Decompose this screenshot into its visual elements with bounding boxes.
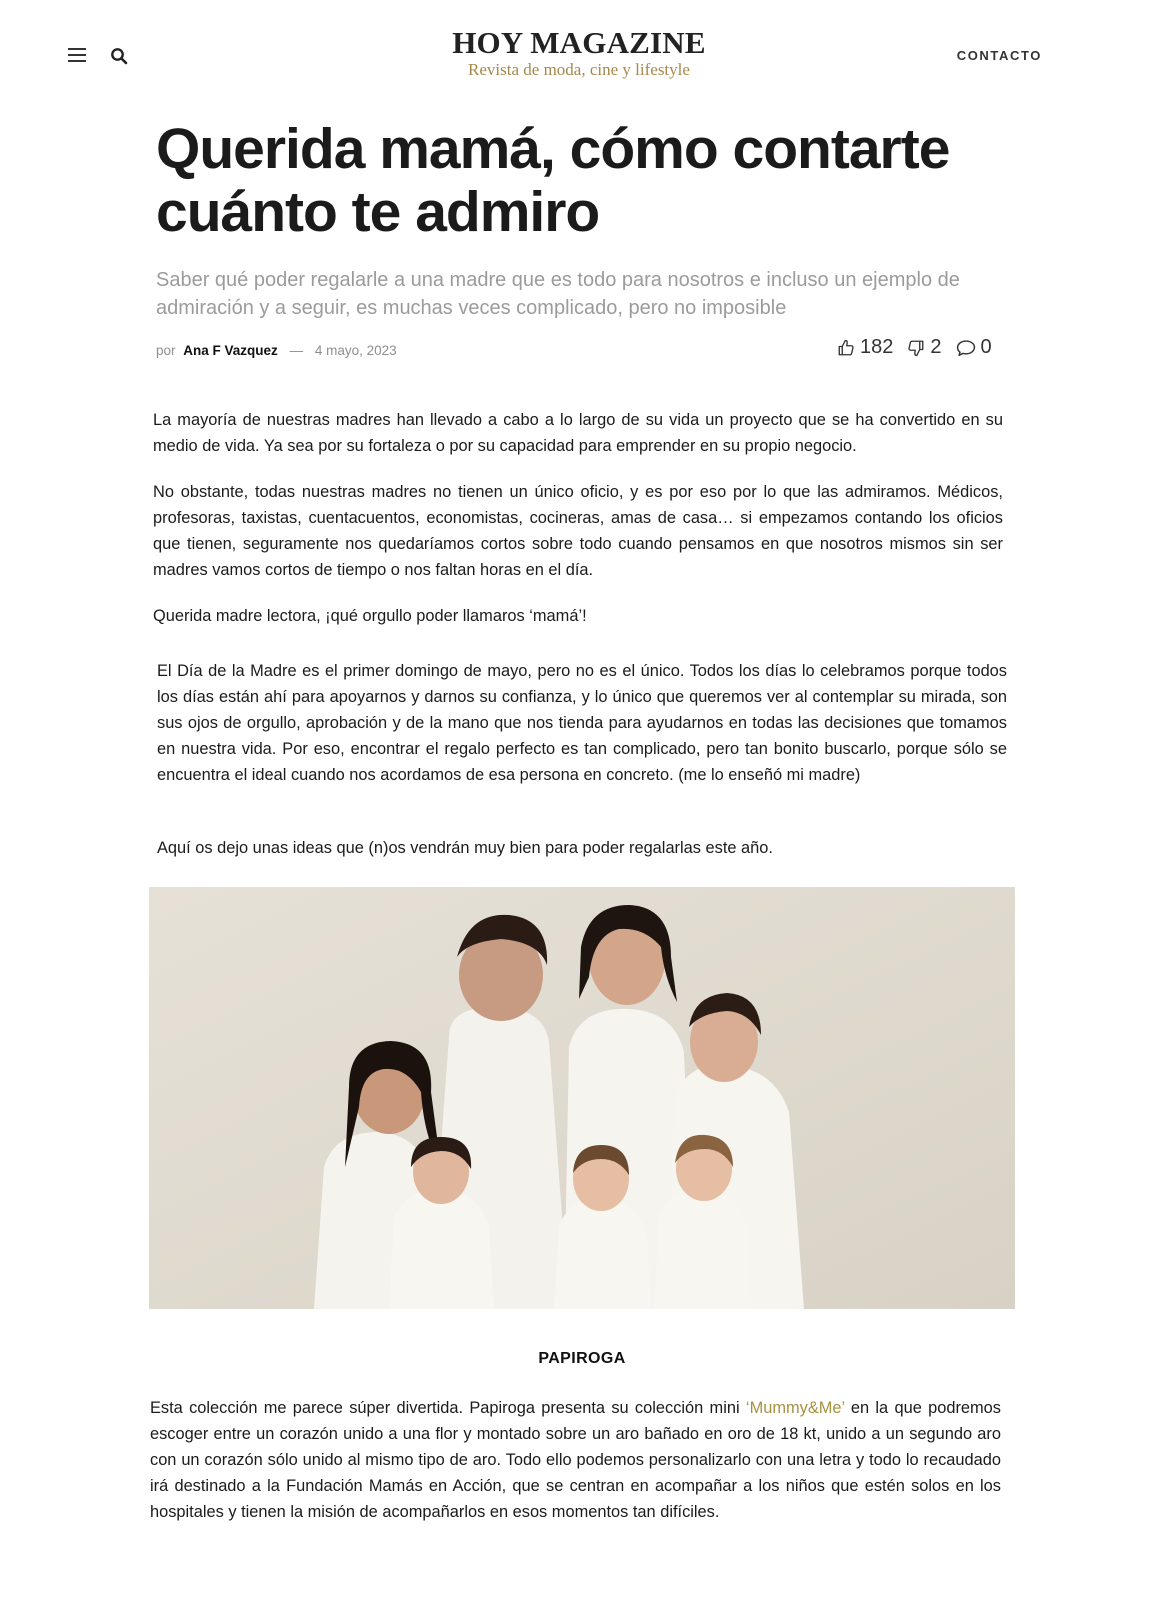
comment-count: 0: [980, 336, 992, 358]
article-photo: [149, 887, 1015, 1309]
logo-title: HOY MAGAZINE: [452, 25, 706, 60]
paragraph: Querida madre lectora, ¡qué orgullo poder llamaros ‘mamá’!: [153, 607, 587, 625]
section-text-before-link: Esta colección me parece súper divertida. Papiroga presenta su colección mini: [150, 1399, 746, 1417]
like-button[interactable]: [837, 336, 893, 359]
logo-subtitle: Revista de moda, cine y lifestyle: [468, 60, 690, 79]
family-photo-illustration: [149, 887, 1015, 1309]
paragraph: Aquí os dejo unas ideas que (n)os vendrán muy bien para poder regalarlas este año.: [157, 839, 773, 857]
site-logo[interactable]: [379, 26, 779, 80]
hamburger-menu-icon[interactable]: [68, 48, 86, 62]
paragraph: No obstante, todas nuestras madres no tienen un único oficio, y es por eso por lo que las admiramos. Médicos, profesoras, taxistas, cuentacuentos, economistas, cocineras, amas de casa… si empezamos contando los oficios que tienen, seguramente nos quedaríamos cortos sobre todo cuando pensamos en que nosotros mismos sin ser madres vamos cortos de tiempo o nos faltan horas en el día.: [153, 483, 1003, 579]
article-meta: [156, 343, 397, 358]
paragraph: El Día de la Madre es el primer domingo de mayo, pero no es el único. Todos los días lo celebramos porque todos los días están ahí para apoyarnos y darnos su confianza, y lo único que queremos ver al contemplar su mirada, son sus ojos de orgullo, aprobación y de la mano que nos tienda para ayudarnos en todas las decisiones que tomamos en nuestra vida. Por eso, encontrar el regalo perfecto es tan complicado, pero tan bonito buscarlo, porque sólo se encuentra el ideal cuando nos acordamos de esa persona en concreto. (me lo enseñó mi madre): [157, 662, 1007, 784]
section-paragraph: [150, 1395, 1001, 1525]
article-title: Querida mamá, cómo contarte cuánto te admiro: [156, 117, 950, 244]
thumbs-up-icon: [837, 339, 855, 357]
publish-date: 4 mayo, 2023: [314, 343, 397, 358]
search-icon[interactable]: [110, 47, 128, 65]
paragraph: La mayoría de nuestras madres han llevado a cabo a lo largo de su vida un proyecto que se ha convertido en su medio de vida. Ya sea por su fortaleza o por su capacidad para emprender en su propio negocio.: [153, 411, 1003, 455]
comments-button[interactable]: [956, 336, 992, 359]
section-heading: PAPIROGA: [538, 1350, 626, 1367]
site-header: [0, 0, 1158, 110]
mummy-and-me-link[interactable]: ‘Mummy&Me’: [745, 1399, 845, 1417]
article-stats: [837, 336, 992, 359]
comment-bubble-icon: [956, 339, 976, 357]
dislike-count: 2: [930, 336, 942, 358]
like-count: 182: [860, 336, 894, 358]
section-text-after-link: en la que podremos escoger entre un corazón unido a una flor y montado sobre un aro bañado en oro de 18 kt, unido a un segundo aro con un corazón sólo unido al mismo tipo de aro. Todo ello podemos personalizarlo con una letra y todo lo recaudado irá destinado a la Fundación Mamás en Acción, que se centran en acompañar a los niños que estén solos en los hospitales y tienen la misión de acompañarlos en esos momentos tan difíciles.: [150, 1399, 1001, 1521]
byline-prefix: por: [156, 343, 176, 358]
article-subtitle: Saber qué poder regalarle a una madre que es todo para nosotros e incluso un ejemplo de admiración y a seguir, es muchas veces complicado, pero no imposible: [156, 269, 960, 319]
dislike-button[interactable]: [907, 336, 941, 359]
meta-separator: —: [289, 343, 304, 358]
contact-link[interactable]: CONTACTO: [956, 48, 1042, 63]
author-link[interactable]: Ana F Vazquez: [183, 343, 278, 358]
section-body: [150, 1395, 1001, 1525]
thumbs-down-icon: [907, 339, 925, 357]
